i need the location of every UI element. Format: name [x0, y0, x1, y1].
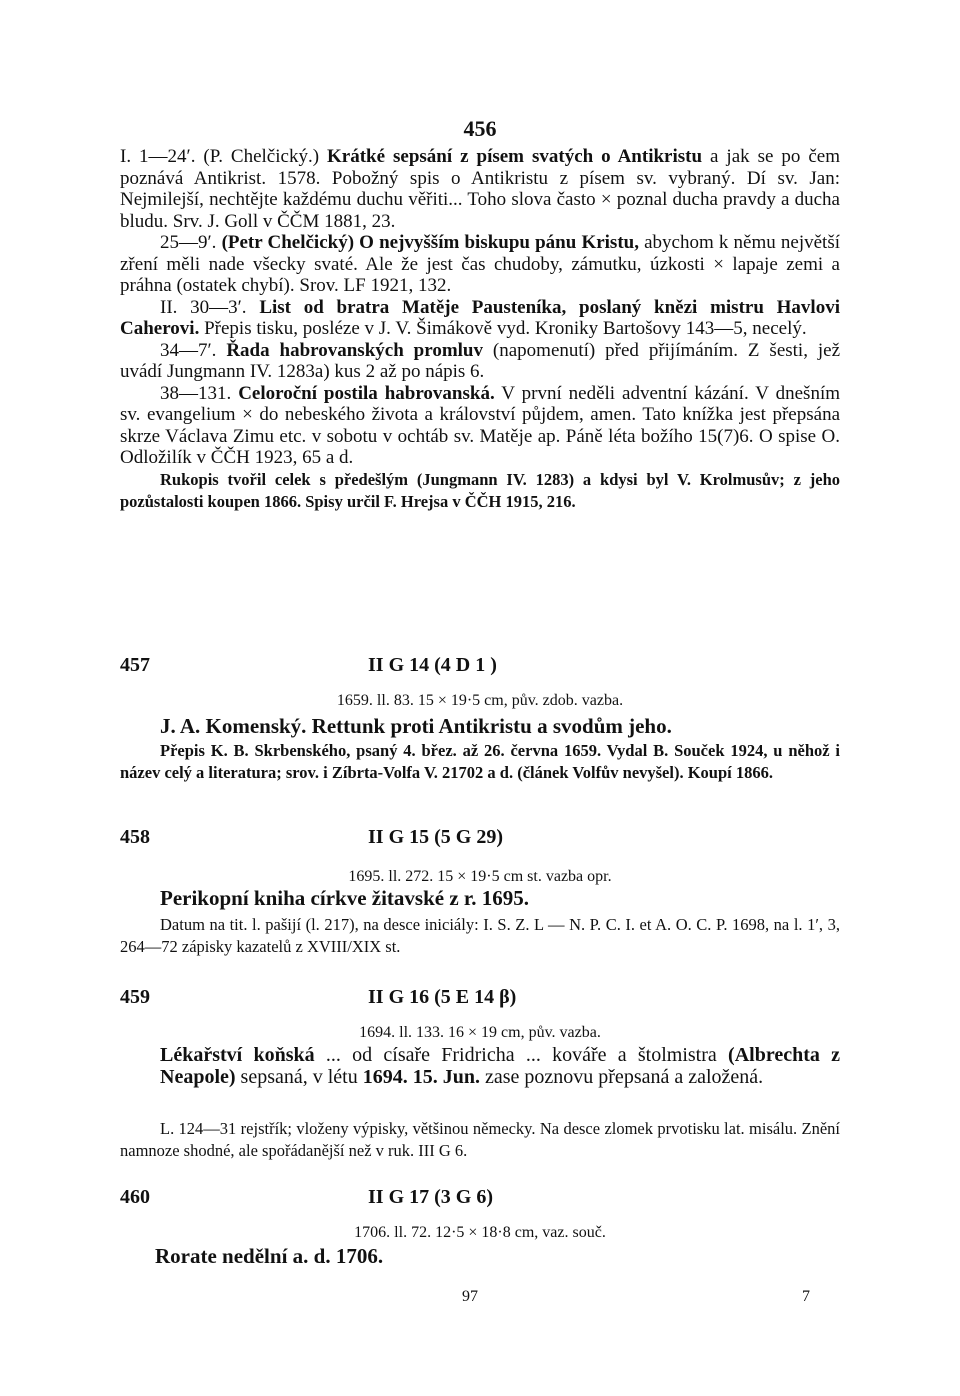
entry-signature: II G 15 (5 G 29) — [368, 826, 503, 848]
entry-meta: 1659. ll. 83. 15 × 19·5 cm, pův. zdob. vazba. — [336, 692, 624, 709]
entry-number: 460 — [120, 1186, 150, 1208]
entry-number: 457 — [120, 654, 150, 676]
entry-456-contents — [120, 146, 840, 513]
content-item: 34—7′. Řada habrovanských promluv (napomenutí) před přijímáním. Z šesti, jež uvádí Jungmann IV. 1283a) kus 2 až po nápis 6. — [120, 339, 840, 382]
entry-signature: II G 17 (3 G 6) — [368, 1186, 493, 1208]
content-item: I. 1—24′. (P. Chelčický.) Krátké sepsání z písem svatých o Antikristu a jak se po čem poznává Antikrist. 1578. Pobožný spis o Antikristu z písem sv. vybraný. Dí sv. Jan: Nejmilejší, nechtějte každému duchu věřiti... Toho slova často × poznal ducha pravdy a ducha bludu. Srv. J. Goll v ČČM 1881, 23. — [120, 146, 840, 232]
footer-right-number: 7 — [802, 1288, 810, 1305]
content-item: 25—9′. (Petr Chelčický) O nejvyšším biskupu pánu Kristu, abychom k němu největší zření měli nade všecky svaté. Ale že jest čas chudoby, zámutku, úzkosti × lapaje zemi a práhna (ostatek chybí). Srov. LF 1921, 132. — [120, 232, 841, 296]
footer-center-number: 97 — [462, 1288, 478, 1305]
page-number: 456 — [463, 116, 497, 141]
entry-number: 459 — [120, 986, 150, 1008]
entry-title: Lékařství koňská ... od císaře Fridricha ... kováře a štolmistra (Albrechta z Neapole) sepsaná, v létu 1694. 15. Jun. zase poznovu přepsaná a založená. — [160, 1044, 840, 1088]
entry-title: J. A. Komenský. Rettunk proti Antikristu a svodům jeho. — [160, 714, 672, 738]
entry-meta: 1706. ll. 72. 12·5 × 18·8 cm, vaz. souč. — [354, 1224, 606, 1241]
entry-title: Perikopní kniha církve žitavské z r. 1695. — [160, 886, 530, 910]
entry-title: Rorate nedělní a. d. 1706. — [155, 1244, 384, 1268]
content-item: 38—131. Celoroční postila habrovanská. V první neděli adventní kázání. V dnešním sv. evangelium × do nebeského života a království půjdem, amen. Tato knížka jest přepsána skrze Václava Zimu etc. v sobotu v ochtáb sv. Matěje ap. Páně léta božího 15(7)6. O spise O. Odložilík v ČČH 1923, 65 a d. — [120, 382, 840, 468]
entry-signature: II G 14 (4 D 1 ) — [368, 654, 497, 676]
entry-signature: II G 16 (5 E 14 β) — [368, 986, 517, 1008]
entry-number: 458 — [120, 826, 150, 848]
entry-note: L. 124—31 rejstřík; vloženy výpisky, většinou německy. Na desce zlomek prvotisku lat. misálu. Znění namnoze shodné, ale spořádanější než v ruk. III G 6. — [120, 1119, 840, 1160]
entry-note: Přepis K. B. Skrbenského, psaný 4. břez. až 26. června 1659. Vydal B. Souček 1924, u něhož i název celý a literatura; srov. i Zíbrta-Volfa V. 21702 a d. (článek Volfův nevyšel). Koupí 1866. — [120, 741, 840, 782]
entry-note: Rukopis tvořil celek s předešlým (Jungmann IV. 1283) a kdysi byl V. Krolmusův; z jeho pozůstalosti koupen 1866. Spisy určil F. Hrejsa v ČČH 1915, 216. — [120, 469, 840, 511]
entry-meta: 1695. ll. 272. 15 × 19·5 cm st. vazba opr. — [348, 868, 612, 885]
entry-meta: 1694. ll. 133. 16 × 19 cm, pův. vazba. — [359, 1024, 601, 1041]
content-item: II. 30—3′. List od bratra Matěje Pausteníka, poslaný knězi mistru Havlovi Caherovi. Přepis tisku, posléze v J. V. Šimákově vyd. Kroniky Bartošovy 143—5, necelý. — [120, 296, 840, 339]
entry-note: Datum na tit. l. pašijí (l. 217), na desce iniciály: I. S. Z. L — N. P. C. I. et A. O. C. P. 1698, na l. 1′, 3, 264—72 zápisky kazatelů z XVIII/XIX st. — [120, 915, 840, 956]
